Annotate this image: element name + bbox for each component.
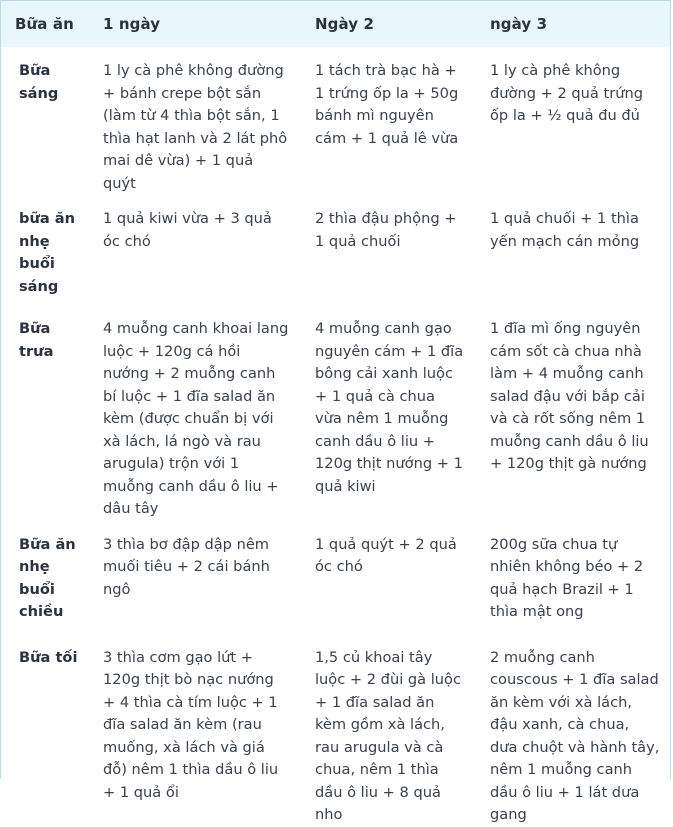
meal-plan-table — [1, 1, 670, 827]
table-row — [1, 47, 670, 195]
table-cell: 2 muỗng canh couscous + 1 đĩa salad ăn kèm với xà lách, đậu xanh, cà chua, dưa chuột và hành tây, nêm 1 muỗng canh dầu ô liu + 1 lát dưa gang — [490, 648, 660, 823]
header-day-1: 1 ngày — [103, 15, 161, 33]
table-cell: 3 thìa bơ đập dập nêm muối tiêu + 2 cái bánh ngô — [103, 535, 270, 598]
table-header — [1, 1, 670, 47]
table-cell: 1 tách trà bạc hà + 1 trứng ốp la + 50g bánh mì nguyên cám + 1 quả lê vừa — [315, 62, 459, 147]
header-day-3: ngày 3 — [490, 15, 548, 33]
header-day-2: Ngày 2 — [315, 15, 374, 33]
table-row — [1, 634, 670, 827]
table-body — [1, 47, 670, 827]
table-cell: 200g sữa chua tự nhiên không béo + 2 quả hạch Brazil + 1 thìa mật ong — [490, 535, 644, 620]
table-cell: 1 quả chuối + 1 thìa yến mạch cán mỏng — [490, 210, 640, 250]
header-meal: Bữa ăn — [15, 15, 74, 33]
table-row — [1, 195, 670, 305]
table-cell: 1 ly cà phê không đường + bánh crepe bột sắn (làm từ 4 thìa bột sắn, 1 thìa hạt lanh và 2 lát phô mai dê vừa) + 1 quả quýt — [103, 62, 288, 192]
meal-name: Bữa sáng — [19, 62, 59, 102]
table-row — [1, 521, 670, 634]
table-cell: 4 muỗng canh gạo nguyên cám + 1 đĩa bông cải xanh luộc + 1 quả cà chua vừa nêm 1 muỗng canh dầu ô liu + 120g thịt nướng + 1 quả kiwi — [315, 320, 464, 495]
header-row — [1, 1, 670, 47]
table-cell: 1 quả quýt + 2 quả óc chó — [315, 535, 457, 575]
meal-name: Bữa tối — [19, 648, 78, 666]
table-cell: 1,5 củ khoai tây luộc + 2 đùi gà luộc + 1 đĩa salad ăn kèm gồm xà lách, rau arugula và cà chua, nêm 1 thìa dầu ô liu + 8 quả nho — [315, 648, 461, 823]
table-cell: 3 thìa cơm gạo lứt + 120g thịt bò nạc nướng + 4 thìa cà tím luộc + 1 đĩa salad ăn kèm (rau muống, xà lách và giá đỗ) nêm 1 thìa dầu ô liu + 1 quả ổi — [103, 648, 279, 801]
table-cell: 1 ly cà phê không đường + 2 quả trứng ốp la + ½ quả đu đủ — [490, 62, 643, 124]
table-cell: 2 thìa đậu phộng + 1 quả chuối — [315, 210, 457, 250]
meal-name: bữa ăn nhẹ buổi sáng — [19, 210, 76, 295]
table-row — [1, 305, 670, 521]
table-cell: 1 đĩa mì ống nguyên cám sốt cà chua nhà làm + 4 muỗng canh salad đậu với bắp cải và cà rốt sống nêm 1 muỗng canh dầu ô liu + 120g thịt gà nướng — [490, 320, 649, 472]
meal-name: Bữa ăn nhẹ buổi chiều — [19, 535, 76, 620]
table-cell: 1 quả kiwi vừa + 3 quả óc chó — [103, 210, 272, 250]
table-cell: 4 muỗng canh khoai lang luộc + 120g cá hồi nướng + 2 muỗng canh bí luộc + 1 đĩa salad ăn kèm (được chuẩn bị với xà lách, lá ngò và rau arugula) trộn với 1 muỗng canh dầu ô liu + dâu tây — [103, 320, 289, 517]
meal-name: Bữa trưa — [19, 320, 54, 360]
